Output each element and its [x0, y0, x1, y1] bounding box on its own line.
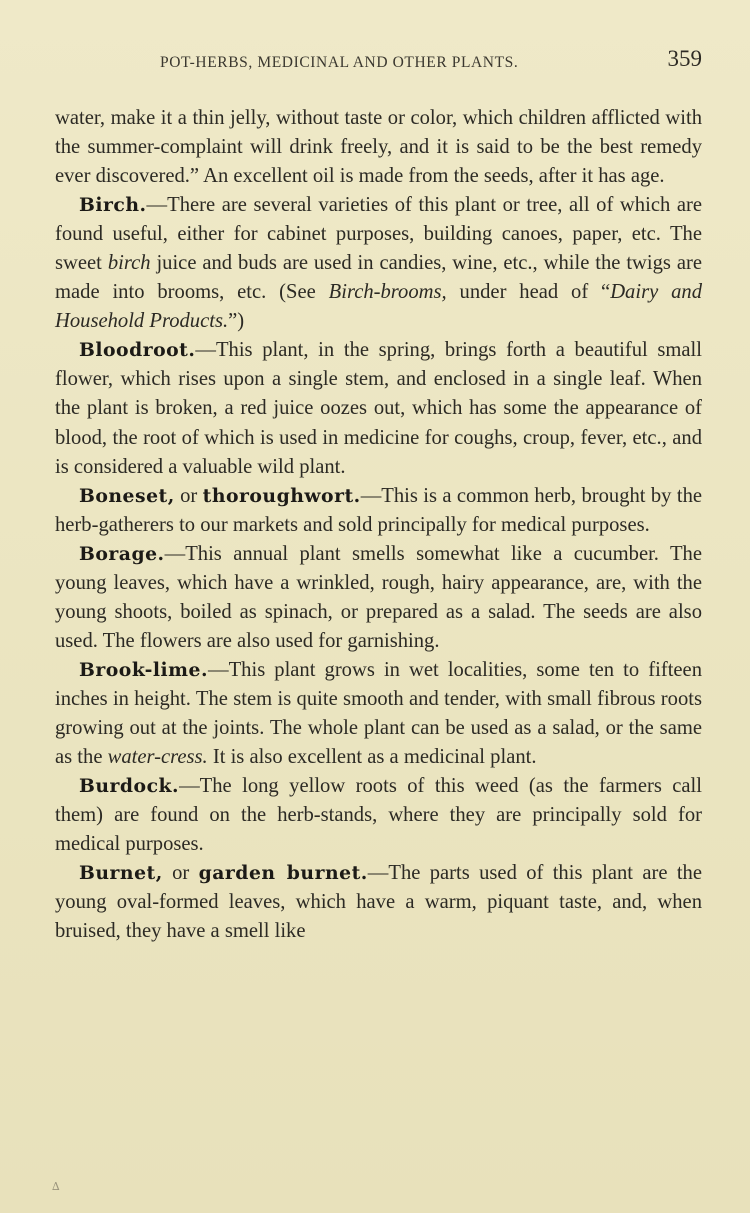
- headword-borage: Borage.: [79, 542, 165, 565]
- entry-brook-lime-text-1: —This plant grows in wet localities, some ten to fifteen inches in height. The stem is quite smooth and tender, with small fibrous roots growing out at the joints. The whole plant can be used as a salad, or the same as the: [55, 658, 702, 769]
- entry-birch-italic-1: birch: [107, 252, 151, 275]
- entry-brook-lime-text-2: It is also excellent as a medicinal plant.: [207, 746, 537, 769]
- running-title: POT-HERBS, MEDICINAL AND OTHER PLANTS.: [160, 54, 519, 71]
- entry-birch-text-1: —There are several varieties of this plant or tree, all of which are found useful, either for cabinet purposes, building canoes, paper, etc. The sweet: [55, 194, 702, 275]
- entry-bloodroot: [55, 336, 702, 481]
- entry-brook-lime: [55, 656, 702, 772]
- body-text: [55, 104, 702, 946]
- entry-boneset-connector: or: [174, 484, 203, 507]
- headword-brook-lime: Brook-lime.: [79, 658, 208, 681]
- entry-borage: [55, 540, 702, 656]
- entry-burdock-text: —The long yellow roots of this weed (as the farmers call them) are found on the herb-stands, where they are principally sold for medical purposes.: [55, 775, 702, 856]
- entry-burnet-connector: or: [162, 862, 199, 885]
- entry-birch-italic-2: Birch-brooms,: [328, 281, 447, 304]
- headword-burnet: Burnet,: [79, 862, 163, 885]
- entry-birch-italic-3: Dairy and Household Products.: [55, 281, 702, 333]
- running-head: [55, 44, 702, 82]
- headword-garden-burnet: garden burnet.: [198, 862, 368, 885]
- printer-mark: ∆: [52, 1180, 60, 1193]
- entry-burnet: [55, 859, 702, 946]
- continuation-paragraph: water, make it a thin jelly, without taste or color, which children afflicted with the summer-complaint will drink freely, and it is said to be the best remedy ever discovered.” An excellent oil is made from the seeds, after it has age.: [55, 107, 702, 188]
- headword-thoroughwort: thoroughwort.: [202, 484, 361, 507]
- headword-burdock: Burdock.: [79, 775, 180, 798]
- entry-birch-text-2: juice and buds are used in candies, wine, etc., while the twigs are made into brooms, etc. (See: [55, 252, 702, 304]
- entry-burnet-text: —The parts used of this plant are the young oval-formed leaves, which have a warm, piquant taste, and, when bruised, they have a smell like: [55, 862, 702, 943]
- entry-birch-text-3: under head of “: [446, 281, 611, 304]
- entry-borage-text: —This annual plant smells somewhat like a cucumber. The young leaves, which have a wrinkled, rough, hairy appearance, are, with the young shoots, boiled as spinach, or prepared as a salad. The seeds are also used. The flowers are also used for garnishing.: [55, 542, 702, 652]
- headword-bloodroot: Bloodroot.: [79, 339, 196, 362]
- entry-bloodroot-text: —This plant, in the spring, brings forth a beautiful small flower, which rises upon a single stem, and enclosed in a single leaf. When the plant is broken, a red juice oozes out, which has some the appearance of blood, the root of which is used in medicine for coughs, croup, fever, etc., and is considered a valuable wild plant.: [55, 339, 702, 478]
- entry-boneset: [55, 482, 702, 540]
- page-number: 359: [667, 46, 702, 71]
- entry-burdock: [55, 772, 702, 859]
- entry-birch: [55, 191, 702, 336]
- entry-birch-text-4: ”): [228, 310, 245, 333]
- entry-boneset-text: —This is a common herb, brought by the herb-gatherers to our markets and sold principally for medical purposes.: [55, 484, 703, 536]
- entry-brook-lime-italic-1: water-cress.: [107, 746, 208, 769]
- headword-boneset: Boneset,: [79, 484, 175, 507]
- headword-birch: Birch.: [79, 194, 147, 217]
